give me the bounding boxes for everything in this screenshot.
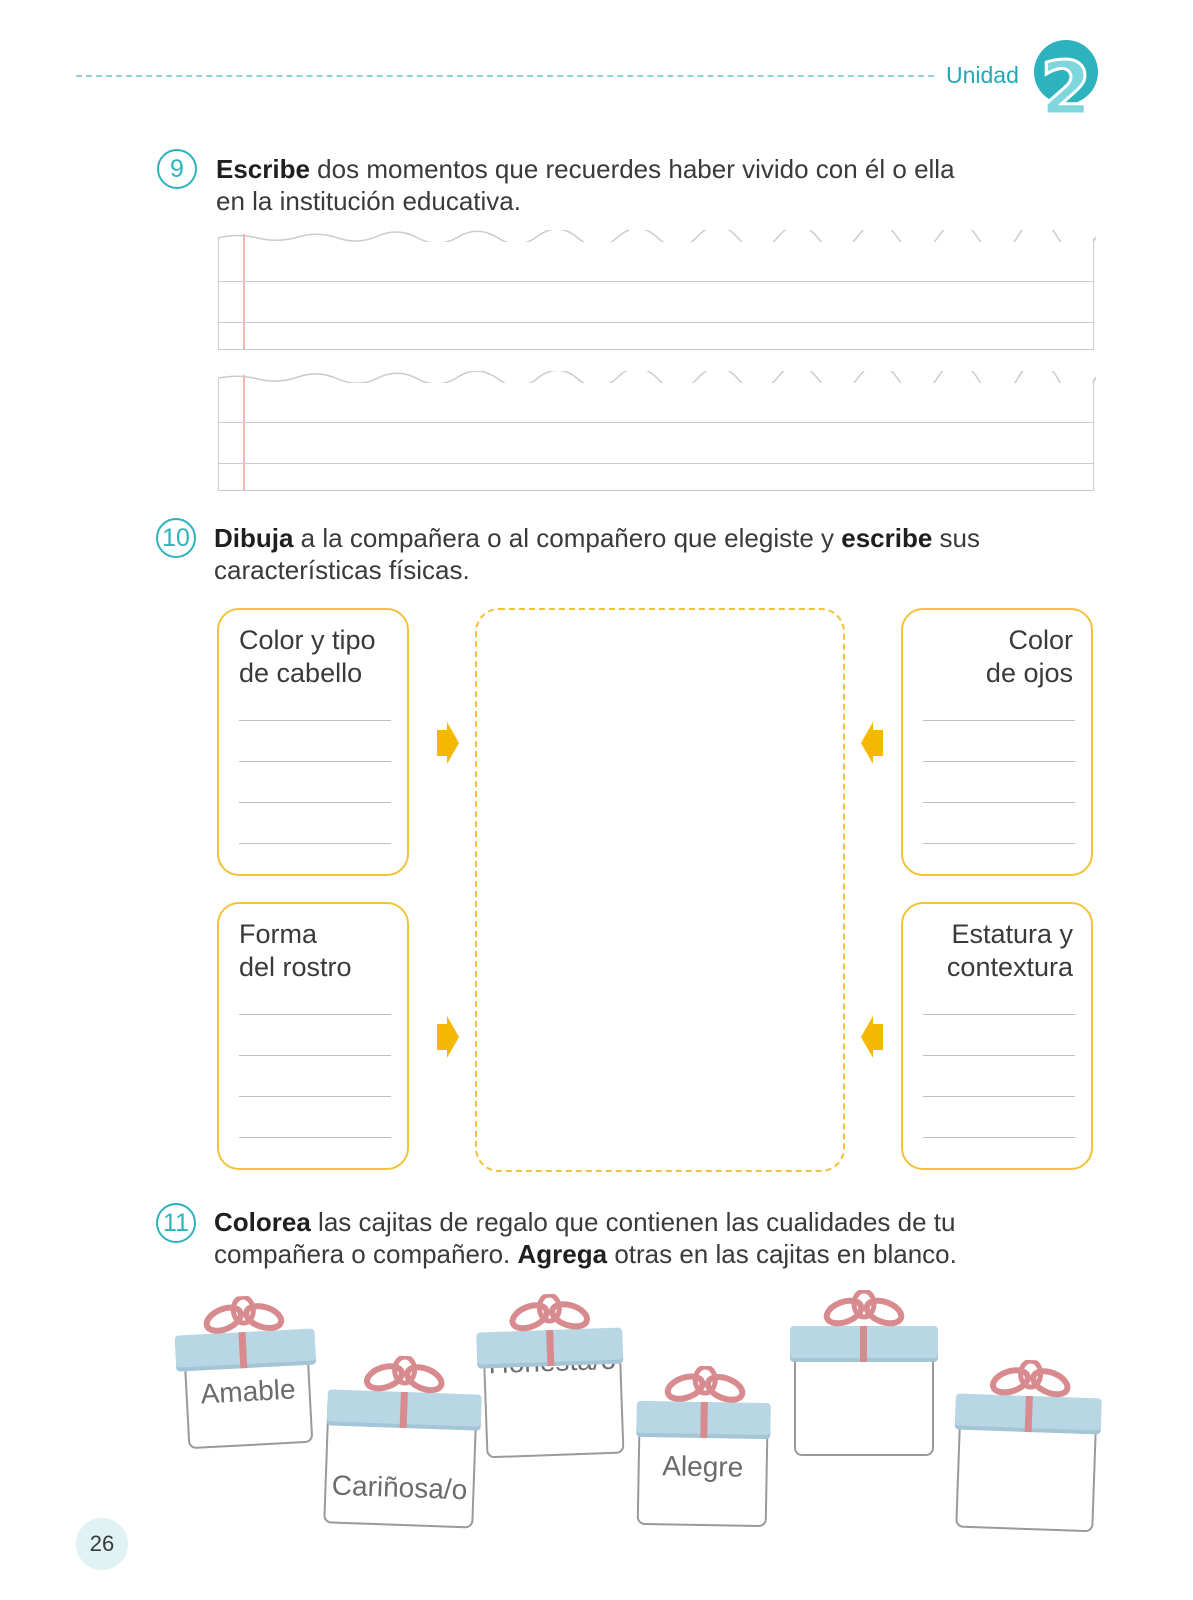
- eyes-title-line-2: de ojos: [985, 658, 1073, 688]
- margin-line: [243, 234, 245, 349]
- gift-box-6[interactable]: [951, 1357, 1105, 1542]
- activity-9-instruction: [216, 153, 1096, 217]
- activity-11-text-1: las cajitas de regalo que contienen las cualidades de tu: [310, 1207, 956, 1237]
- hair-title-line-1: Color y tipo: [239, 625, 376, 655]
- hair-box[interactable]: [217, 608, 409, 876]
- activity-9-text-2: en la institución educativa.: [216, 186, 521, 216]
- activity-11-text-3: otras en las cajitas en blanco.: [607, 1239, 957, 1269]
- face-box[interactable]: [217, 902, 409, 1170]
- writing-strip-2[interactable]: [218, 379, 1094, 491]
- eyes-title-line-1: Color: [1008, 625, 1073, 655]
- ruled-line: [219, 322, 1093, 323]
- writing-line: [239, 1096, 391, 1097]
- activity-10-text-3: características físicas.: [214, 555, 470, 585]
- gift-box-3[interactable]: [475, 1291, 629, 1476]
- activity-9-text-1: dos momentos que recuerdes haber vivido con él o ella: [309, 154, 955, 184]
- bow-icon: [663, 1365, 748, 1408]
- activity-10-number: 10: [156, 518, 196, 558]
- arrow-left-icon: [859, 1014, 885, 1060]
- writing-line: [923, 843, 1075, 844]
- gift-box-2[interactable]: [323, 1353, 484, 1538]
- face-title-line-1: Forma: [239, 919, 318, 949]
- bow-icon: [362, 1355, 447, 1400]
- ruled-line: [219, 463, 1093, 464]
- drawing-area[interactable]: [475, 608, 845, 1172]
- hair-box-title: [239, 624, 389, 690]
- bow-icon: [507, 1293, 592, 1338]
- gift-label-2: Cariñosa/o: [323, 1395, 477, 1528]
- writing-line: [923, 1137, 1075, 1138]
- gift-label-1: Amable: [183, 1335, 313, 1449]
- writing-line: [923, 1014, 1075, 1015]
- gift-box-1[interactable]: [171, 1292, 325, 1469]
- gift-box-4[interactable]: [635, 1365, 774, 1537]
- torn-edge: [218, 371, 1096, 383]
- page-number: 26: [76, 1518, 128, 1570]
- writing-line: [239, 1137, 391, 1138]
- activity-10-text-1: a la compañera o al compañero que elegiste y: [293, 523, 842, 553]
- writing-line: [923, 1096, 1075, 1097]
- ruled-line: [219, 422, 1093, 423]
- unit-number-badge: [1030, 32, 1102, 122]
- writing-line: [239, 1014, 391, 1015]
- height-title-line-2: contextura: [946, 952, 1073, 982]
- hair-title-line-2: de cabello: [239, 658, 363, 688]
- activity-11-text-2: compañera o compañero.: [214, 1239, 518, 1269]
- activity-10-text-2: sus: [932, 523, 980, 553]
- bow-icon: [822, 1290, 906, 1332]
- activity-9-number: 9: [157, 149, 197, 189]
- height-box-title: [923, 918, 1073, 984]
- arrow-right-icon: [435, 720, 461, 766]
- writing-line: [923, 720, 1075, 721]
- arrow-left-icon: [859, 720, 885, 766]
- face-title-line-2: del rostro: [239, 952, 352, 982]
- height-title-line-1: Estatura y: [951, 919, 1073, 949]
- bow-icon: [988, 1359, 1073, 1404]
- activity-11-verb-add: Agrega: [517, 1239, 608, 1269]
- writing-line: [239, 843, 391, 844]
- height-box[interactable]: [901, 902, 1093, 1170]
- writing-line: [239, 802, 391, 803]
- unit-badge-graphic: [1030, 32, 1102, 122]
- writing-line: [923, 802, 1075, 803]
- writing-strip-1[interactable]: [218, 238, 1094, 350]
- gift-label-4: Alegre: [637, 1407, 769, 1527]
- writing-line: [239, 761, 391, 762]
- eyes-box-title: [923, 624, 1073, 690]
- writing-line: [239, 720, 391, 721]
- writing-line: [923, 1055, 1075, 1056]
- gift-box-5[interactable]: [790, 1290, 938, 1466]
- unit-label: Unidad: [946, 62, 1019, 88]
- margin-line: [243, 375, 245, 490]
- activity-11-number: 11: [156, 1203, 196, 1243]
- activity-11-verb-color: Colorea: [214, 1207, 311, 1237]
- torn-edge: [218, 230, 1096, 242]
- writing-line: [239, 1055, 391, 1056]
- ruled-line: [219, 281, 1093, 282]
- activity-10-instruction: [214, 522, 1114, 586]
- bow-icon: [201, 1294, 287, 1340]
- unit-number: 2: [1040, 46, 1092, 122]
- activity-9-verb: Escribe: [216, 154, 310, 184]
- face-box-title: [239, 918, 389, 984]
- activity-10-verb-write: escribe: [841, 523, 933, 553]
- arrow-right-icon: [435, 1014, 461, 1060]
- activity-11-instruction: [214, 1206, 1114, 1270]
- writing-line: [923, 761, 1075, 762]
- activity-10-verb-draw: Dibuja: [214, 523, 294, 553]
- eyes-box[interactable]: [901, 608, 1093, 876]
- header-dashed-rule: [76, 75, 934, 77]
